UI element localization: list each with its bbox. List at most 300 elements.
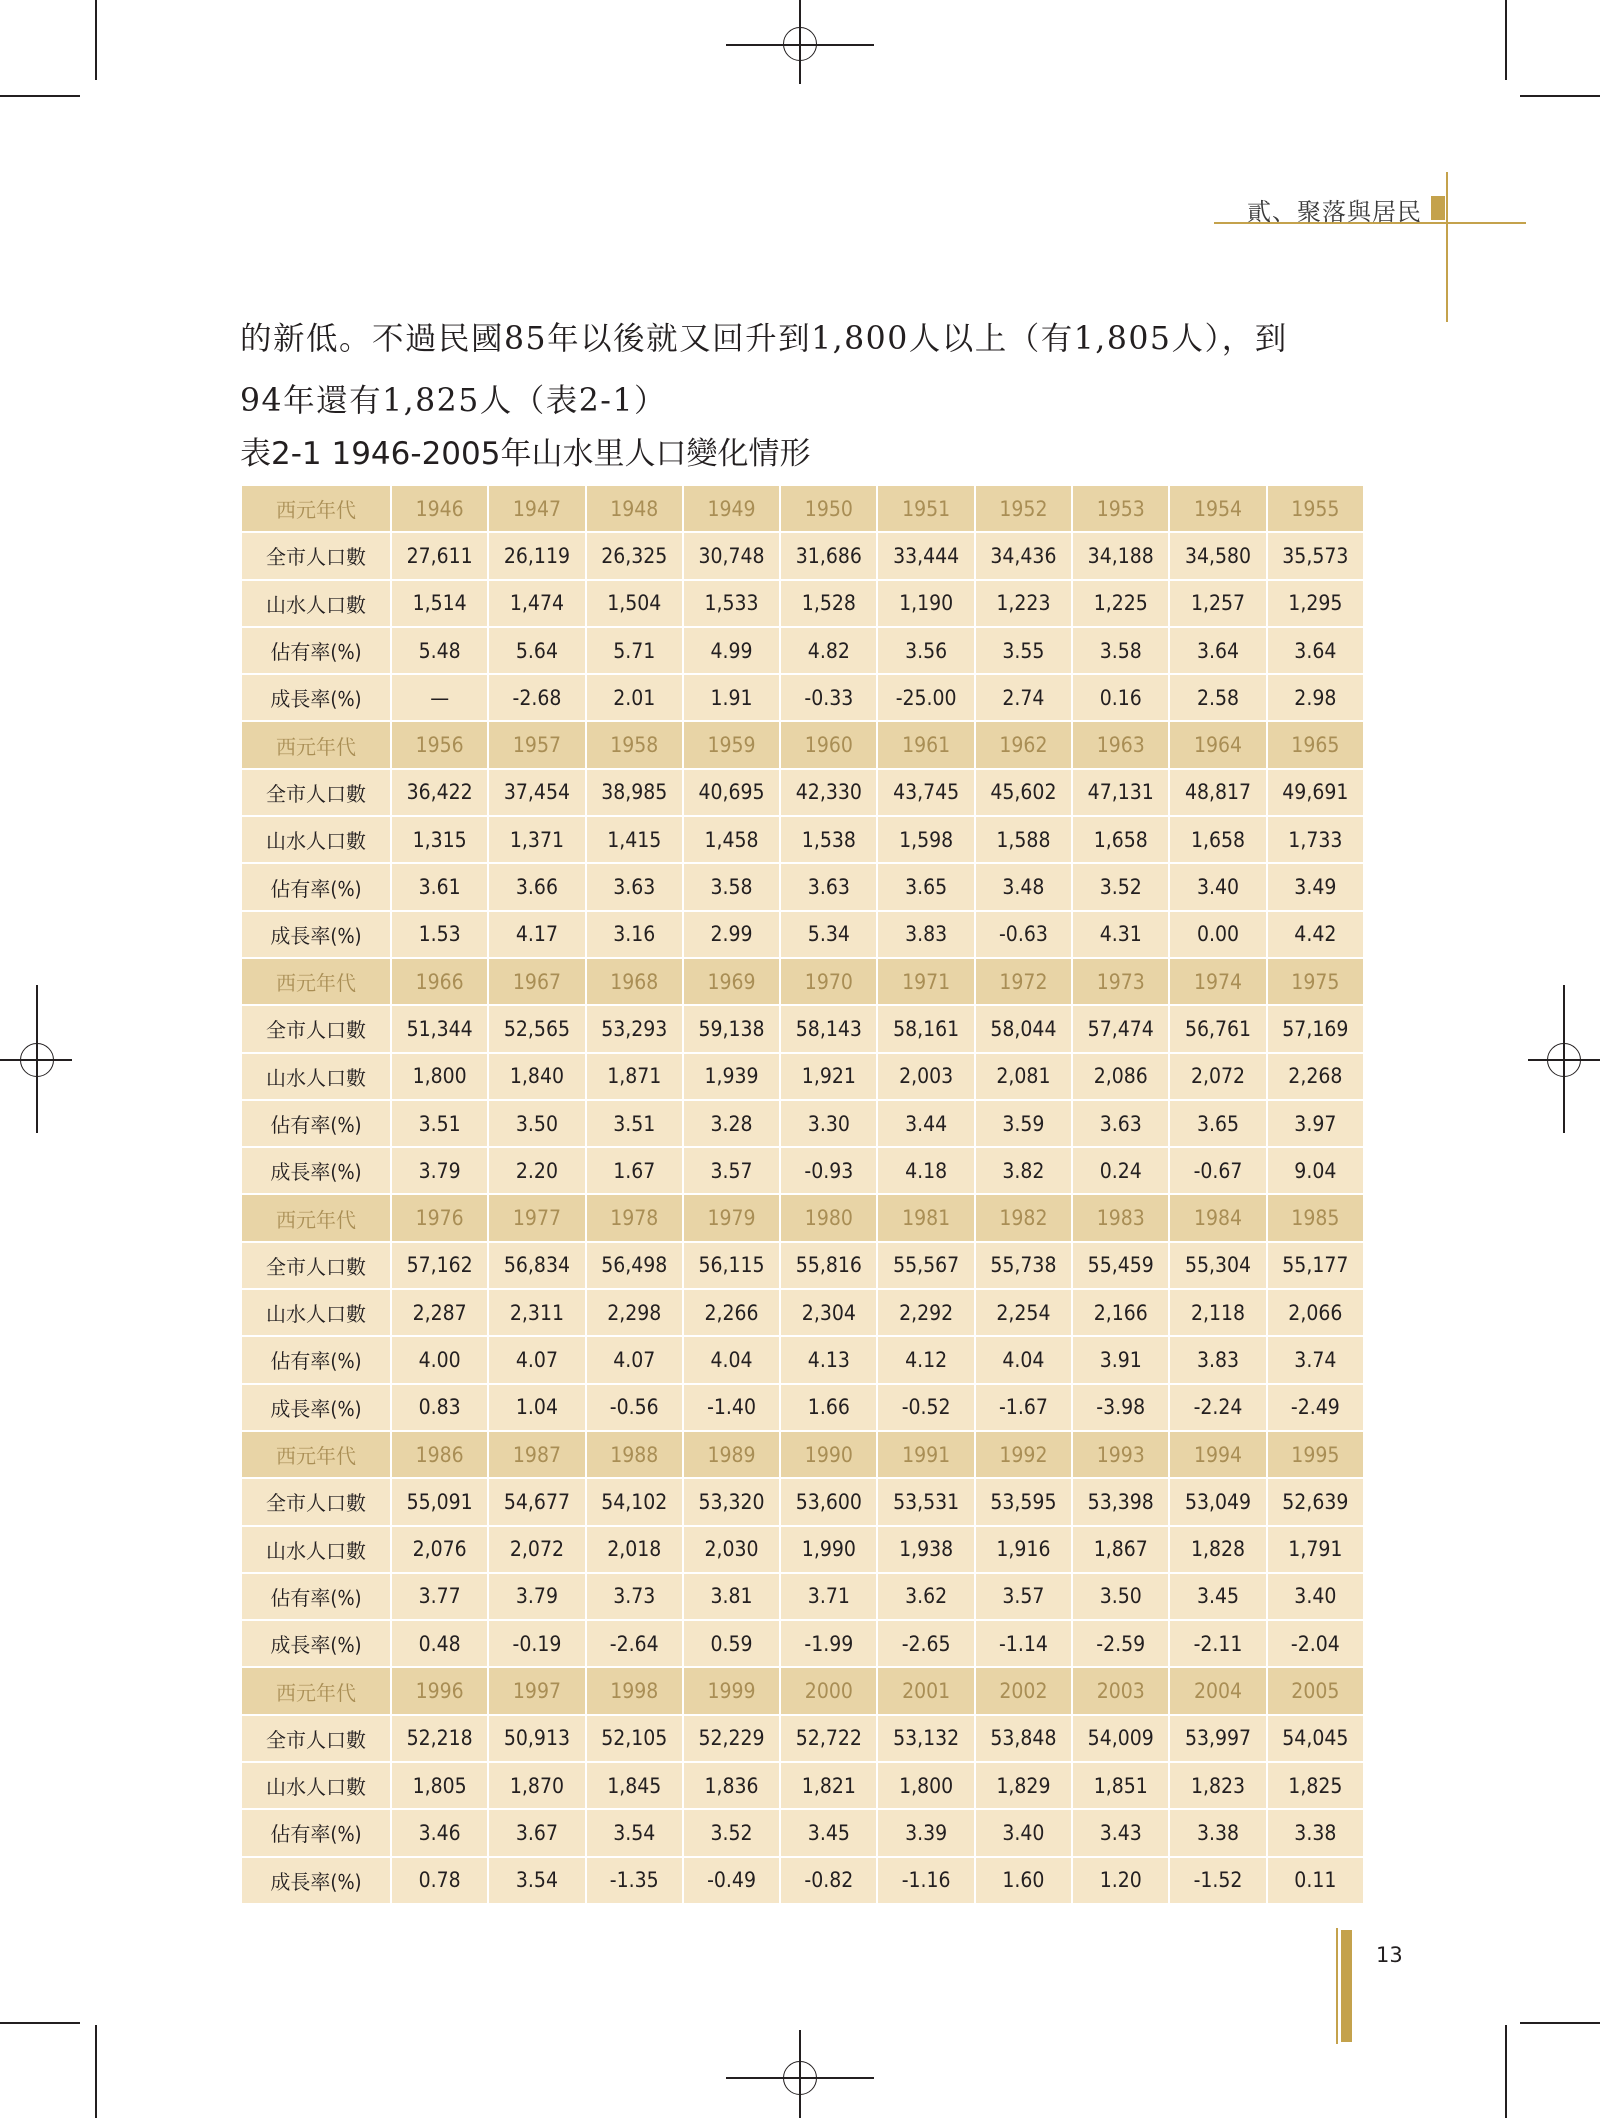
table-cell: 53,293 bbox=[586, 1005, 683, 1052]
table-cell: 43,745 bbox=[877, 769, 974, 816]
year-cell: 1967 bbox=[488, 958, 585, 1005]
row-label: 全市人口數 bbox=[241, 1005, 391, 1052]
table-cell: 4.31 bbox=[1072, 911, 1169, 958]
table-cell: 3.45 bbox=[1169, 1573, 1266, 1620]
table-cell: 5.64 bbox=[488, 627, 585, 674]
year-row bbox=[241, 1431, 1364, 1478]
table-cell: 52,722 bbox=[780, 1715, 877, 1762]
share-row bbox=[241, 1336, 1364, 1383]
table-cell: -0.67 bbox=[1169, 1147, 1266, 1194]
table-cell: 52,229 bbox=[683, 1715, 780, 1762]
table-cell: 3.63 bbox=[780, 863, 877, 910]
table-cell: 5.71 bbox=[586, 627, 683, 674]
row-label: 佔有率(%) bbox=[241, 1573, 391, 1620]
growth-row bbox=[241, 911, 1364, 958]
table-cell: 3.59 bbox=[975, 1100, 1072, 1147]
table-cell: -1.14 bbox=[975, 1620, 1072, 1667]
row-label: 西元年代 bbox=[241, 1194, 391, 1241]
year-cell: 1996 bbox=[391, 1667, 488, 1714]
table-cell: 4.82 bbox=[780, 627, 877, 674]
table-cell: -2.59 bbox=[1072, 1620, 1169, 1667]
table-cell: -1.35 bbox=[586, 1857, 683, 1904]
table-cell: 1,829 bbox=[975, 1762, 1072, 1809]
year-cell: 1987 bbox=[488, 1431, 585, 1478]
table-cell: 1,658 bbox=[1072, 816, 1169, 863]
table-cell: 34,188 bbox=[1072, 532, 1169, 579]
year-cell: 1965 bbox=[1267, 721, 1364, 768]
table-cell: 1,805 bbox=[391, 1762, 488, 1809]
table-cell: 55,738 bbox=[975, 1242, 1072, 1289]
year-cell: 1949 bbox=[683, 485, 780, 532]
table-cell: 1,800 bbox=[877, 1762, 974, 1809]
table-cell: -1.67 bbox=[975, 1384, 1072, 1431]
table-cell: 55,459 bbox=[1072, 1242, 1169, 1289]
year-cell: 1999 bbox=[683, 1667, 780, 1714]
table-cell: 2,066 bbox=[1267, 1289, 1364, 1336]
year-cell: 1966 bbox=[391, 958, 488, 1005]
table-cell: 4.04 bbox=[975, 1336, 1072, 1383]
table-cell: 2,311 bbox=[488, 1289, 585, 1336]
table-cell: 3.71 bbox=[780, 1573, 877, 1620]
table-cell: 2,030 bbox=[683, 1526, 780, 1573]
table-cell: 45,602 bbox=[975, 769, 1072, 816]
table-cell: 3.40 bbox=[975, 1809, 1072, 1856]
year-cell: 2002 bbox=[975, 1667, 1072, 1714]
table-cell: 57,162 bbox=[391, 1242, 488, 1289]
table-cell: 3.91 bbox=[1072, 1336, 1169, 1383]
year-cell: 1994 bbox=[1169, 1431, 1266, 1478]
table-cell: 2,018 bbox=[586, 1526, 683, 1573]
city-population-row bbox=[241, 1242, 1364, 1289]
table-cell: 53,320 bbox=[683, 1478, 780, 1525]
year-cell: 1963 bbox=[1072, 721, 1169, 768]
table-cell: -0.56 bbox=[586, 1384, 683, 1431]
row-label: 佔有率(%) bbox=[241, 627, 391, 674]
table-cell: 2,268 bbox=[1267, 1053, 1364, 1100]
year-cell: 2004 bbox=[1169, 1667, 1266, 1714]
table-cell: 3.38 bbox=[1169, 1809, 1266, 1856]
year-cell: 1988 bbox=[586, 1431, 683, 1478]
table-cell: 1,190 bbox=[877, 580, 974, 627]
table-cell: 54,045 bbox=[1267, 1715, 1364, 1762]
table-cell: 2,072 bbox=[1169, 1053, 1266, 1100]
shanshui-population-row bbox=[241, 1053, 1364, 1100]
year-cell: 1981 bbox=[877, 1194, 974, 1241]
table-cell: 1,514 bbox=[391, 580, 488, 627]
table-cell: 0.59 bbox=[683, 1620, 780, 1667]
table-cell: 4.99 bbox=[683, 627, 780, 674]
table-cell: 3.52 bbox=[683, 1809, 780, 1856]
table-cell: 3.38 bbox=[1267, 1809, 1364, 1856]
table-cell: 1,823 bbox=[1169, 1762, 1266, 1809]
table-cell: 1,828 bbox=[1169, 1526, 1266, 1573]
table-cell: 3.40 bbox=[1169, 863, 1266, 910]
year-cell: 1997 bbox=[488, 1667, 585, 1714]
table-cell: -1.16 bbox=[877, 1857, 974, 1904]
table-cell: 3.58 bbox=[1072, 627, 1169, 674]
table-cell: 3.82 bbox=[975, 1147, 1072, 1194]
table-cell: 0.78 bbox=[391, 1857, 488, 1904]
year-cell: 1973 bbox=[1072, 958, 1169, 1005]
year-cell: 1977 bbox=[488, 1194, 585, 1241]
table-cell: 52,565 bbox=[488, 1005, 585, 1052]
year-row bbox=[241, 721, 1364, 768]
table-cell: 52,105 bbox=[586, 1715, 683, 1762]
table-cell: 3.16 bbox=[586, 911, 683, 958]
shanshui-population-row bbox=[241, 1526, 1364, 1573]
table-cell: 1,458 bbox=[683, 816, 780, 863]
row-label: 西元年代 bbox=[241, 958, 391, 1005]
year-cell: 1983 bbox=[1072, 1194, 1169, 1241]
year-cell: 1970 bbox=[780, 958, 877, 1005]
table-cell: 1.53 bbox=[391, 911, 488, 958]
table-cell: 3.64 bbox=[1267, 627, 1364, 674]
year-cell: 1972 bbox=[975, 958, 1072, 1005]
table-cell: 0.83 bbox=[391, 1384, 488, 1431]
table-cell: 3.48 bbox=[975, 863, 1072, 910]
table-cell: 2.01 bbox=[586, 674, 683, 721]
table-cell: -0.52 bbox=[877, 1384, 974, 1431]
table-cell: 3.45 bbox=[780, 1809, 877, 1856]
year-cell: 1969 bbox=[683, 958, 780, 1005]
table-cell: 0.00 bbox=[1169, 911, 1266, 958]
year-cell: 1985 bbox=[1267, 1194, 1364, 1241]
table-cell: -0.19 bbox=[488, 1620, 585, 1667]
table-cell: 3.56 bbox=[877, 627, 974, 674]
row-label: 佔有率(%) bbox=[241, 1809, 391, 1856]
table-cell: 3.30 bbox=[780, 1100, 877, 1147]
table-cell: 1,257 bbox=[1169, 580, 1266, 627]
row-label: 佔有率(%) bbox=[241, 863, 391, 910]
table-cell: 38,985 bbox=[586, 769, 683, 816]
city-population-row bbox=[241, 769, 1364, 816]
year-cell: 2003 bbox=[1072, 1667, 1169, 1714]
year-cell: 1982 bbox=[975, 1194, 1072, 1241]
table-cell: 9.04 bbox=[1267, 1147, 1364, 1194]
table-cell: 3.63 bbox=[586, 863, 683, 910]
table-cell: 1,921 bbox=[780, 1053, 877, 1100]
row-label: 全市人口數 bbox=[241, 769, 391, 816]
table-cell: 1,939 bbox=[683, 1053, 780, 1100]
table-cell: 2,081 bbox=[975, 1053, 1072, 1100]
row-label: 山水人口數 bbox=[241, 1526, 391, 1573]
table-cell: 2,076 bbox=[391, 1526, 488, 1573]
table-cell: 54,009 bbox=[1072, 1715, 1169, 1762]
table-cell: 1,474 bbox=[488, 580, 585, 627]
growth-row bbox=[241, 1384, 1364, 1431]
table-cell: 0.24 bbox=[1072, 1147, 1169, 1194]
year-cell: 1957 bbox=[488, 721, 585, 768]
table-cell: 55,177 bbox=[1267, 1242, 1364, 1289]
table-cell: 1,836 bbox=[683, 1762, 780, 1809]
table-cell: 47,131 bbox=[1072, 769, 1169, 816]
table-cell: 0.48 bbox=[391, 1620, 488, 1667]
population-table bbox=[240, 484, 1365, 1905]
table-cell: 1,538 bbox=[780, 816, 877, 863]
table-cell: 1.60 bbox=[975, 1857, 1072, 1904]
row-label: 成長率(%) bbox=[241, 1857, 391, 1904]
table-cell: 3.44 bbox=[877, 1100, 974, 1147]
table-cell: -0.63 bbox=[975, 911, 1072, 958]
year-cell: 1958 bbox=[586, 721, 683, 768]
table-cell: 2,304 bbox=[780, 1289, 877, 1336]
table-cell: 3.39 bbox=[877, 1809, 974, 1856]
table-cell: -2.65 bbox=[877, 1620, 974, 1667]
table-cell: 1,840 bbox=[488, 1053, 585, 1100]
year-row bbox=[241, 1194, 1364, 1241]
table-cell: 57,169 bbox=[1267, 1005, 1364, 1052]
table-cell: 3.52 bbox=[1072, 863, 1169, 910]
table-cell: -1.52 bbox=[1169, 1857, 1266, 1904]
table-cell: 3.65 bbox=[1169, 1100, 1266, 1147]
table-cell: 36,422 bbox=[391, 769, 488, 816]
table-cell: 3.58 bbox=[683, 863, 780, 910]
table-cell: — bbox=[391, 674, 488, 721]
table-cell: 3.55 bbox=[975, 627, 1072, 674]
year-cell: 1989 bbox=[683, 1431, 780, 1478]
table-cell: 4.17 bbox=[488, 911, 585, 958]
table-cell: 3.64 bbox=[1169, 627, 1266, 674]
table-cell: 1,938 bbox=[877, 1526, 974, 1573]
table-cell: 2,266 bbox=[683, 1289, 780, 1336]
year-cell: 1979 bbox=[683, 1194, 780, 1241]
table-cell: 3.81 bbox=[683, 1573, 780, 1620]
year-cell: 2000 bbox=[780, 1667, 877, 1714]
table-cell: 42,330 bbox=[780, 769, 877, 816]
row-label: 西元年代 bbox=[241, 485, 391, 532]
chapter-title: 貳、聚落與居民 bbox=[1247, 198, 1422, 226]
table-cell: 3.65 bbox=[877, 863, 974, 910]
table-cell: 57,474 bbox=[1072, 1005, 1169, 1052]
table-cell: -0.49 bbox=[683, 1857, 780, 1904]
row-label: 全市人口數 bbox=[241, 1478, 391, 1525]
table-cell: 4.18 bbox=[877, 1147, 974, 1194]
year-cell: 1953 bbox=[1072, 485, 1169, 532]
share-row bbox=[241, 627, 1364, 674]
table-cell: 1,588 bbox=[975, 816, 1072, 863]
table-cell: 2.74 bbox=[975, 674, 1072, 721]
table-cell: 0.11 bbox=[1267, 1857, 1364, 1904]
table-cell: 1,990 bbox=[780, 1526, 877, 1573]
year-row bbox=[241, 958, 1364, 1005]
table-cell: 4.13 bbox=[780, 1336, 877, 1383]
table-cell: 4.00 bbox=[391, 1336, 488, 1383]
table-cell: 4.04 bbox=[683, 1336, 780, 1383]
table-cell: 1,225 bbox=[1072, 580, 1169, 627]
table-cell: 56,115 bbox=[683, 1242, 780, 1289]
table-title: 表2-1 1946-2005年山水里人口變化情形 bbox=[240, 436, 811, 472]
table-cell: 37,454 bbox=[488, 769, 585, 816]
table-cell: -2.04 bbox=[1267, 1620, 1364, 1667]
row-label: 山水人口數 bbox=[241, 580, 391, 627]
table-cell: 56,761 bbox=[1169, 1005, 1266, 1052]
table-cell: 3.51 bbox=[391, 1100, 488, 1147]
growth-row bbox=[241, 1857, 1364, 1904]
table-cell: 48,817 bbox=[1169, 769, 1266, 816]
table-cell: 3.97 bbox=[1267, 1100, 1364, 1147]
table-cell: 1,916 bbox=[975, 1526, 1072, 1573]
year-cell: 1952 bbox=[975, 485, 1072, 532]
year-cell: 1960 bbox=[780, 721, 877, 768]
table-cell: 2.58 bbox=[1169, 674, 1266, 721]
table-cell: 56,498 bbox=[586, 1242, 683, 1289]
table-cell: 3.46 bbox=[391, 1809, 488, 1856]
table-cell: 3.43 bbox=[1072, 1809, 1169, 1856]
table-cell: 1,800 bbox=[391, 1053, 488, 1100]
row-label: 西元年代 bbox=[241, 1431, 391, 1478]
table-cell: 52,218 bbox=[391, 1715, 488, 1762]
table-cell: 1.91 bbox=[683, 674, 780, 721]
table-cell: 27,611 bbox=[391, 532, 488, 579]
table-cell: 34,580 bbox=[1169, 532, 1266, 579]
share-row bbox=[241, 863, 1364, 910]
table-cell: 3.50 bbox=[1072, 1573, 1169, 1620]
year-cell: 1998 bbox=[586, 1667, 683, 1714]
row-label: 佔有率(%) bbox=[241, 1100, 391, 1147]
year-row bbox=[241, 1667, 1364, 1714]
table-cell: 1,658 bbox=[1169, 816, 1266, 863]
table-cell: 54,102 bbox=[586, 1478, 683, 1525]
table-cell: 1.66 bbox=[780, 1384, 877, 1431]
table-cell: -2.64 bbox=[586, 1620, 683, 1667]
table-cell: 1,821 bbox=[780, 1762, 877, 1809]
row-label: 全市人口數 bbox=[241, 1715, 391, 1762]
paragraph-line: 的新低。不過民國85年以後就又回升到1,800人以上（有1,805人），到 bbox=[240, 321, 1288, 357]
city-population-row bbox=[241, 532, 1364, 579]
city-population-row bbox=[241, 1478, 1364, 1525]
table-cell: 1,415 bbox=[586, 816, 683, 863]
city-population-row bbox=[241, 1005, 1364, 1052]
table-cell: 1,598 bbox=[877, 816, 974, 863]
table-cell: -25.00 bbox=[877, 674, 974, 721]
table-cell: 52,639 bbox=[1267, 1478, 1364, 1525]
growth-row bbox=[241, 674, 1364, 721]
table-cell: 3.83 bbox=[877, 911, 974, 958]
table-cell: 3.62 bbox=[877, 1573, 974, 1620]
city-population-row bbox=[241, 1715, 1364, 1762]
table-cell: 3.63 bbox=[1072, 1100, 1169, 1147]
row-label: 成長率(%) bbox=[241, 1147, 391, 1194]
table-cell: -2.68 bbox=[488, 674, 585, 721]
year-cell: 1971 bbox=[877, 958, 974, 1005]
table-cell: 53,600 bbox=[780, 1478, 877, 1525]
table-cell: 58,143 bbox=[780, 1005, 877, 1052]
shanshui-population-row bbox=[241, 1762, 1364, 1809]
table-cell: 26,325 bbox=[586, 532, 683, 579]
year-cell: 1964 bbox=[1169, 721, 1266, 768]
year-cell: 1946 bbox=[391, 485, 488, 532]
year-cell: 2001 bbox=[877, 1667, 974, 1714]
row-label: 成長率(%) bbox=[241, 674, 391, 721]
row-label: 西元年代 bbox=[241, 721, 391, 768]
year-cell: 1968 bbox=[586, 958, 683, 1005]
year-cell: 1974 bbox=[1169, 958, 1266, 1005]
paragraph-line: 94年還有1,825人（表2-1） bbox=[240, 383, 667, 419]
row-label: 佔有率(%) bbox=[241, 1336, 391, 1383]
table-cell: 3.79 bbox=[391, 1147, 488, 1194]
table-cell: 1,791 bbox=[1267, 1526, 1364, 1573]
table-cell: 55,304 bbox=[1169, 1242, 1266, 1289]
table-cell: 53,848 bbox=[975, 1715, 1072, 1762]
table-cell: 59,138 bbox=[683, 1005, 780, 1052]
row-label: 全市人口數 bbox=[241, 532, 391, 579]
year-cell: 1948 bbox=[586, 485, 683, 532]
table-cell: 35,573 bbox=[1267, 532, 1364, 579]
table-cell: 2.99 bbox=[683, 911, 780, 958]
table-cell: 1,851 bbox=[1072, 1762, 1169, 1809]
year-cell: 1991 bbox=[877, 1431, 974, 1478]
table-cell: 54,677 bbox=[488, 1478, 585, 1525]
table-cell: 3.50 bbox=[488, 1100, 585, 1147]
table-cell: 58,161 bbox=[877, 1005, 974, 1052]
table-cell: 2,118 bbox=[1169, 1289, 1266, 1336]
table-cell: 2,003 bbox=[877, 1053, 974, 1100]
row-label: 成長率(%) bbox=[241, 1384, 391, 1431]
table-cell: 55,567 bbox=[877, 1242, 974, 1289]
table-cell: 1.20 bbox=[1072, 1857, 1169, 1904]
table-cell: 1,845 bbox=[586, 1762, 683, 1809]
table-cell: 3.28 bbox=[683, 1100, 780, 1147]
table-cell: -2.11 bbox=[1169, 1620, 1266, 1667]
table-cell: 3.74 bbox=[1267, 1336, 1364, 1383]
table-cell: 53,997 bbox=[1169, 1715, 1266, 1762]
table-cell: 31,686 bbox=[780, 532, 877, 579]
table-cell: 3.40 bbox=[1267, 1573, 1364, 1620]
table-cell: 4.12 bbox=[877, 1336, 974, 1383]
table-cell: 40,695 bbox=[683, 769, 780, 816]
year-cell: 1992 bbox=[975, 1431, 1072, 1478]
table-cell: 3.49 bbox=[1267, 863, 1364, 910]
year-cell: 1955 bbox=[1267, 485, 1364, 532]
table-cell: 3.66 bbox=[488, 863, 585, 910]
year-cell: 1976 bbox=[391, 1194, 488, 1241]
row-label: 全市人口數 bbox=[241, 1242, 391, 1289]
table-cell: 30,748 bbox=[683, 532, 780, 579]
table-cell: 55,091 bbox=[391, 1478, 488, 1525]
table-cell: 3.77 bbox=[391, 1573, 488, 1620]
table-cell: 1,867 bbox=[1072, 1526, 1169, 1573]
table-cell: 1,870 bbox=[488, 1762, 585, 1809]
table-cell: 53,132 bbox=[877, 1715, 974, 1762]
table-cell: 1,871 bbox=[586, 1053, 683, 1100]
table-cell: 5.34 bbox=[780, 911, 877, 958]
table-cell: 3.54 bbox=[586, 1809, 683, 1856]
table-cell: -1.99 bbox=[780, 1620, 877, 1667]
table-cell: 1,528 bbox=[780, 580, 877, 627]
year-cell: 1984 bbox=[1169, 1194, 1266, 1241]
table-cell: 1,315 bbox=[391, 816, 488, 863]
table-cell: 1,371 bbox=[488, 816, 585, 863]
year-cell: 1950 bbox=[780, 485, 877, 532]
table-cell: 3.83 bbox=[1169, 1336, 1266, 1383]
year-row bbox=[241, 485, 1364, 532]
row-label: 成長率(%) bbox=[241, 1620, 391, 1667]
table-cell: 26,119 bbox=[488, 532, 585, 579]
year-cell: 1986 bbox=[391, 1431, 488, 1478]
shanshui-population-row bbox=[241, 580, 1364, 627]
year-cell: 1961 bbox=[877, 721, 974, 768]
row-label: 成長率(%) bbox=[241, 911, 391, 958]
table-cell: -0.93 bbox=[780, 1147, 877, 1194]
year-cell: 1993 bbox=[1072, 1431, 1169, 1478]
table-cell: 1,295 bbox=[1267, 580, 1364, 627]
table-cell: -1.40 bbox=[683, 1384, 780, 1431]
table-cell: 53,398 bbox=[1072, 1478, 1169, 1525]
table-cell: 1.67 bbox=[586, 1147, 683, 1194]
year-cell: 2005 bbox=[1267, 1667, 1364, 1714]
table-cell: 55,816 bbox=[780, 1242, 877, 1289]
table-cell: 2.98 bbox=[1267, 674, 1364, 721]
